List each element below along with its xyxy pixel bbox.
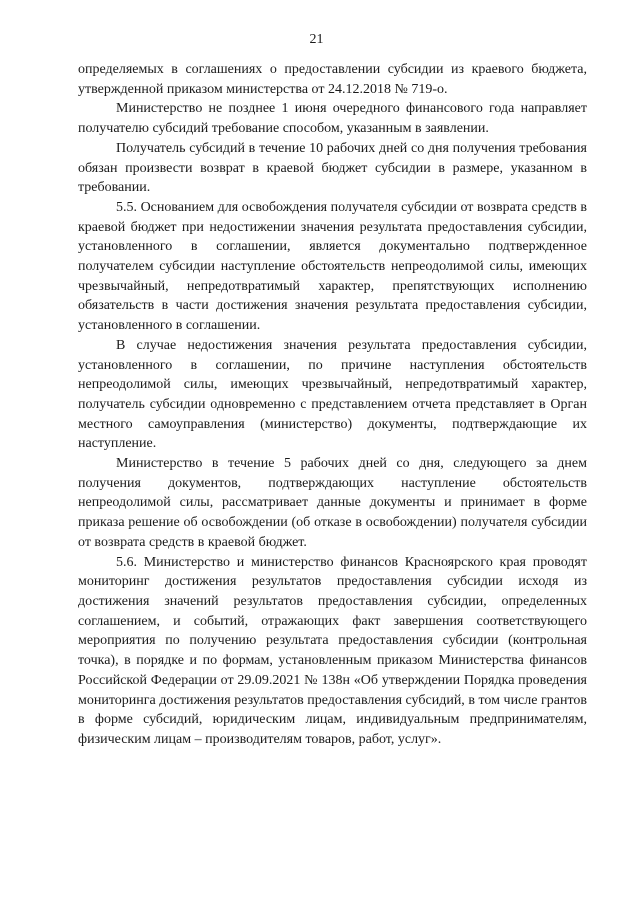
paragraph-ministry-deadline: Министерство не позднее 1 июня очередного финансового года направляет получателю субсидий требование способом, указанным в заявлении. [78,101,587,137]
paragraph-recipient-refund: Получатель субсидий в течение 10 рабочих дней со дня получения требования обязан произвести возврат в краевой бюджет субсидии в размере, указанном в требовании. [78,140,587,196]
paragraph-5-6: 5.6. Министерство и министерство финансов Красноярского края проводят мониторинг достижения результатов предоставления субсидии исходя из достижения значений результатов предоставления субсидии, определенных соглашением, и событий, отражающих факт завершения соответствующего мероприятия по получению результата предоставления субсидии (контрольная точка), в порядке и по формам, установленным приказом Министерства финансов Российской Федерации от 29.09.2021 № 138н «Об утверждении Порядка проведения мониторинга достижения результатов предоставления субсидий, в том числе грантов в форме субсидий, юридическим лицам, индивидуальным предпринимателям, физическим лицам – производителям товаров, работ, услуг». [78,554,587,747]
document-body [78,60,587,750]
paragraph-force-majeure: В случае недостижения значения результата предоставления субсидии, установленного в соглашении, по причине наступления обстоятельств непреодолимой силы, имеющих чрезвычайный, непредотвратимый характер, получатель субсидии одновременно с представлением отчета представляет в Орган местного самоуправления (министерство) документы, подтверждающие их наступление. [78,337,587,452]
paragraph-ministry-review: Министерство в течение 5 рабочих дней со дня, следующего за днем получения документов, подтверждающих наступление обстоятельств непреодолимой силы, рассматривает данные документы и принимает в форме приказа решение об освобождении (об отказе в освобождении) получателя субсидии от возврата средств в краевой бюджет. [78,456,587,550]
paragraph-continuation: определяемых в соглашениях о предоставлении субсидии из краевого бюджета, утвержденной приказом министерства от 24.12.2018 № 719-о. [78,62,587,97]
paragraph-5-5: 5.5. Основанием для освобождения получателя субсидии от возврата средств в краевой бюджет при недостижении значения результата предоставления субсидии, установленного в соглашении, является документально подтвержденное получателем субсидии наступление обстоятельств непреодолимой силы, имеющих чрезвычайный, непредотвратимый характер, препятствующих исполнению обязательств в части достижения значения результата предоставления субсидии, установленного в соглашении. [78,199,587,334]
page-number: 21 [309,32,324,47]
